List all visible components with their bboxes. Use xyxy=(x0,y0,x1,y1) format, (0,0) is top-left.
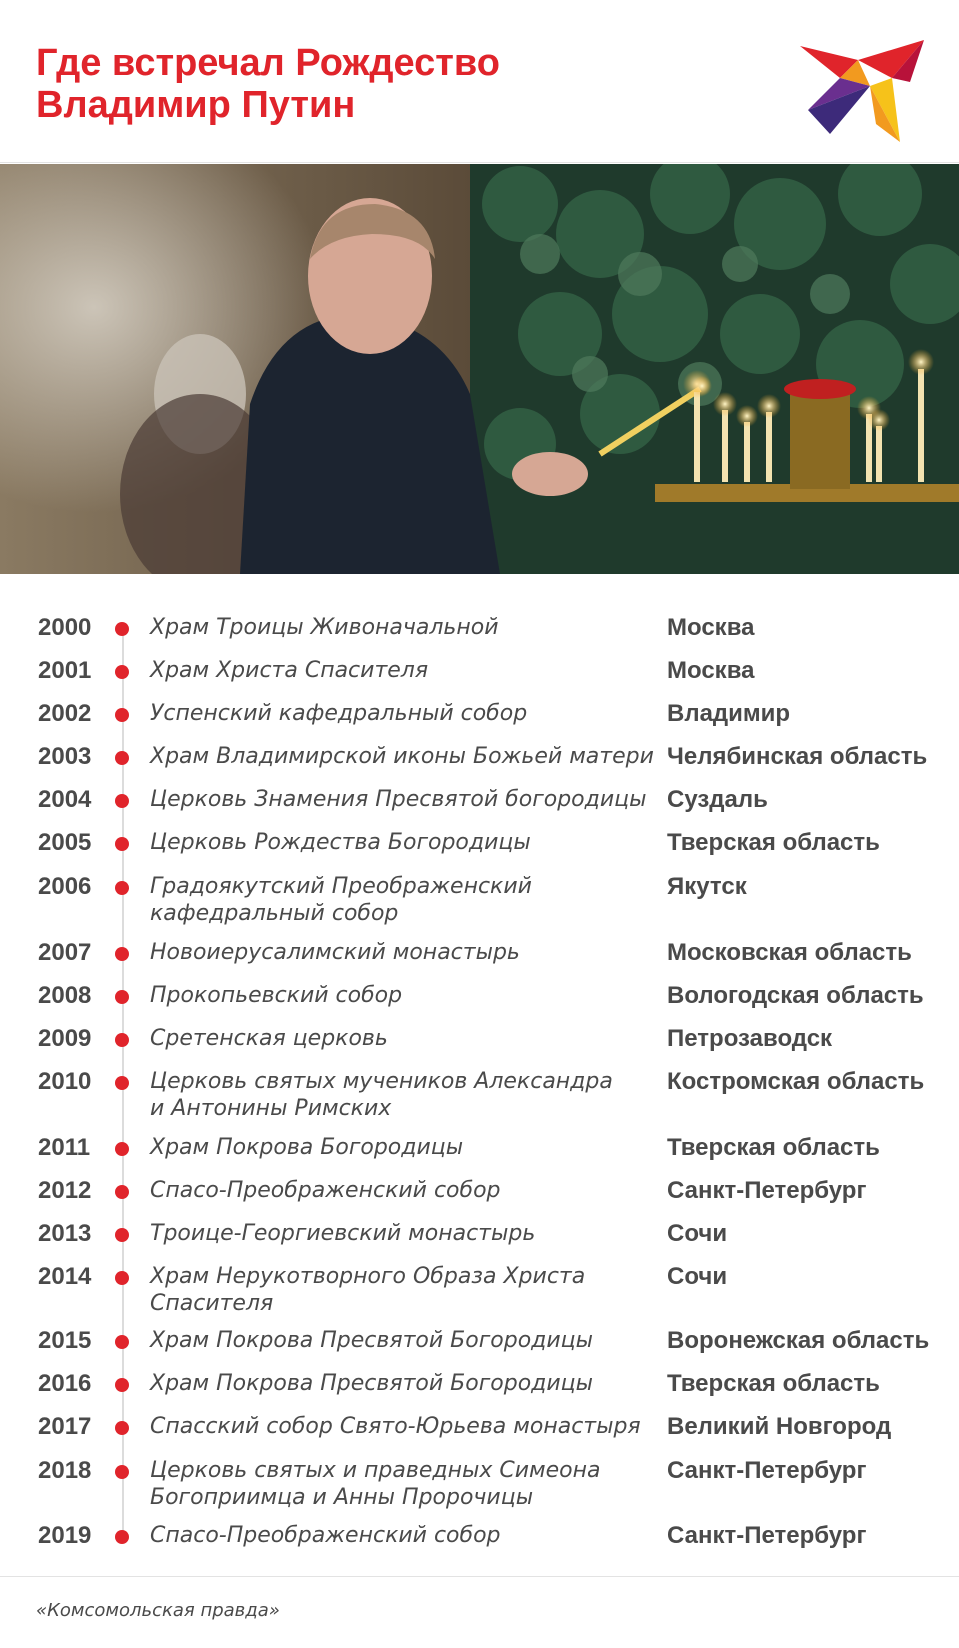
year: 2018 xyxy=(38,1457,92,1484)
church-name: Церковь святых мучеников Александра и Антонины Римских xyxy=(150,1069,613,1121)
header-divider xyxy=(0,162,959,163)
timeline-dot xyxy=(115,794,129,808)
timeline-dot xyxy=(115,665,129,679)
timeline-dot xyxy=(115,1271,129,1285)
year: 2001 xyxy=(38,657,92,684)
title-line-2: Владимир Путин xyxy=(36,84,356,126)
year: 2009 xyxy=(38,1025,92,1052)
church-name: Прокопьевский собор xyxy=(150,983,403,1008)
city: Санкт-Петербург xyxy=(667,1522,867,1549)
city: Санкт-Петербург xyxy=(667,1177,867,1204)
city: Сочи xyxy=(667,1263,728,1290)
church-name: Церковь святых и праведных Симеона Богоприимца и Анны Пророчицы xyxy=(150,1458,601,1510)
church-name: Спасский собор Свято-Юрьева монастыря xyxy=(150,1414,641,1439)
timeline-dot xyxy=(115,1185,129,1199)
church-name: Новоиерусалимский монастырь xyxy=(150,940,520,965)
year: 2005 xyxy=(38,829,92,856)
city: Костромская область xyxy=(667,1068,925,1095)
church-name: Церковь Рождества Богородицы xyxy=(150,830,531,855)
city: Тверская область xyxy=(667,1134,880,1161)
church-name: Спасо-Преображенский собор xyxy=(150,1178,501,1203)
timeline-dot xyxy=(115,1142,129,1156)
year: 2016 xyxy=(38,1370,92,1397)
church-name: Градоякутский Преображенский кафедральный собор xyxy=(150,874,532,926)
city: Москва xyxy=(667,657,755,684)
timeline-dot xyxy=(115,708,129,722)
year: 2002 xyxy=(38,700,92,727)
header xyxy=(0,0,959,162)
church-name: Храм Покрова Богородицы xyxy=(150,1135,464,1160)
timeline-dot xyxy=(115,751,129,765)
timeline-dot xyxy=(115,1228,129,1242)
church-name: Сретенская церковь xyxy=(150,1026,388,1051)
timeline-dot xyxy=(115,1076,129,1090)
city: Петрозаводск xyxy=(667,1025,833,1052)
year: 2013 xyxy=(38,1220,92,1247)
bird-logo-icon xyxy=(800,38,924,142)
city: Суздаль xyxy=(667,786,768,813)
source-credit: «Комсомольская правда» xyxy=(36,1600,280,1621)
church-name: Троице-Георгиевский монастырь xyxy=(150,1221,536,1246)
city: Якутск xyxy=(667,873,747,900)
city: Тверская область xyxy=(667,1370,880,1397)
year: 2010 xyxy=(38,1068,92,1095)
timeline-dot xyxy=(115,1465,129,1479)
year: 2015 xyxy=(38,1327,92,1354)
city: Вологодская область xyxy=(667,982,924,1009)
page-title xyxy=(36,42,500,126)
city: Сочи xyxy=(667,1220,728,1247)
timeline-dot xyxy=(115,1335,129,1349)
church-name: Спасо-Преображенский собор xyxy=(150,1523,501,1548)
city: Тверская область xyxy=(667,829,880,856)
year: 2007 xyxy=(38,939,92,966)
church-name: Храм Нерукотворного Образа Христа Спасителя xyxy=(150,1264,586,1316)
timeline-dot xyxy=(115,990,129,1004)
timeline-dot xyxy=(115,837,129,851)
city: Челябинская область xyxy=(667,743,928,770)
year: 2014 xyxy=(38,1263,92,1290)
timeline-dot xyxy=(115,947,129,961)
church-name: Храм Владимирской иконы Божьей матери xyxy=(150,744,654,769)
footer-divider xyxy=(0,1576,959,1577)
year: 2008 xyxy=(38,982,92,1009)
year: 2012 xyxy=(38,1177,92,1204)
hero-photo xyxy=(0,164,959,574)
church-name: Церковь Знамения Пресвятой богородицы xyxy=(150,787,647,812)
timeline-dot xyxy=(115,1530,129,1544)
timeline-dot xyxy=(115,1421,129,1435)
year: 2004 xyxy=(38,786,92,813)
church-name: Храм Покрова Пресвятой Богородицы xyxy=(150,1328,594,1353)
year: 2006 xyxy=(38,873,92,900)
church-name: Успенский кафедральный собор xyxy=(150,701,528,726)
year: 2003 xyxy=(38,743,92,770)
city: Воронежская область xyxy=(667,1327,930,1354)
church-name: Храм Троицы Живоначальной xyxy=(150,615,499,640)
church-name: Храм Христа Спасителя xyxy=(150,658,429,683)
title-line-1: Где встречал Рождество xyxy=(36,42,500,84)
timeline-dot xyxy=(115,881,129,895)
city: Санкт-Петербург xyxy=(667,1457,867,1484)
timeline-dot xyxy=(115,1033,129,1047)
year: 2019 xyxy=(38,1522,92,1549)
year: 2017 xyxy=(38,1413,92,1440)
city: Москва xyxy=(667,614,755,641)
city: Великий Новгород xyxy=(667,1413,892,1440)
church-name: Храм Покрова Пресвятой Богородицы xyxy=(150,1371,594,1396)
timeline-dot xyxy=(115,622,129,636)
timeline-dot xyxy=(115,1378,129,1392)
city: Московская область xyxy=(667,939,912,966)
year: 2011 xyxy=(38,1134,91,1161)
city: Владимир xyxy=(667,700,791,727)
year: 2000 xyxy=(38,614,92,641)
